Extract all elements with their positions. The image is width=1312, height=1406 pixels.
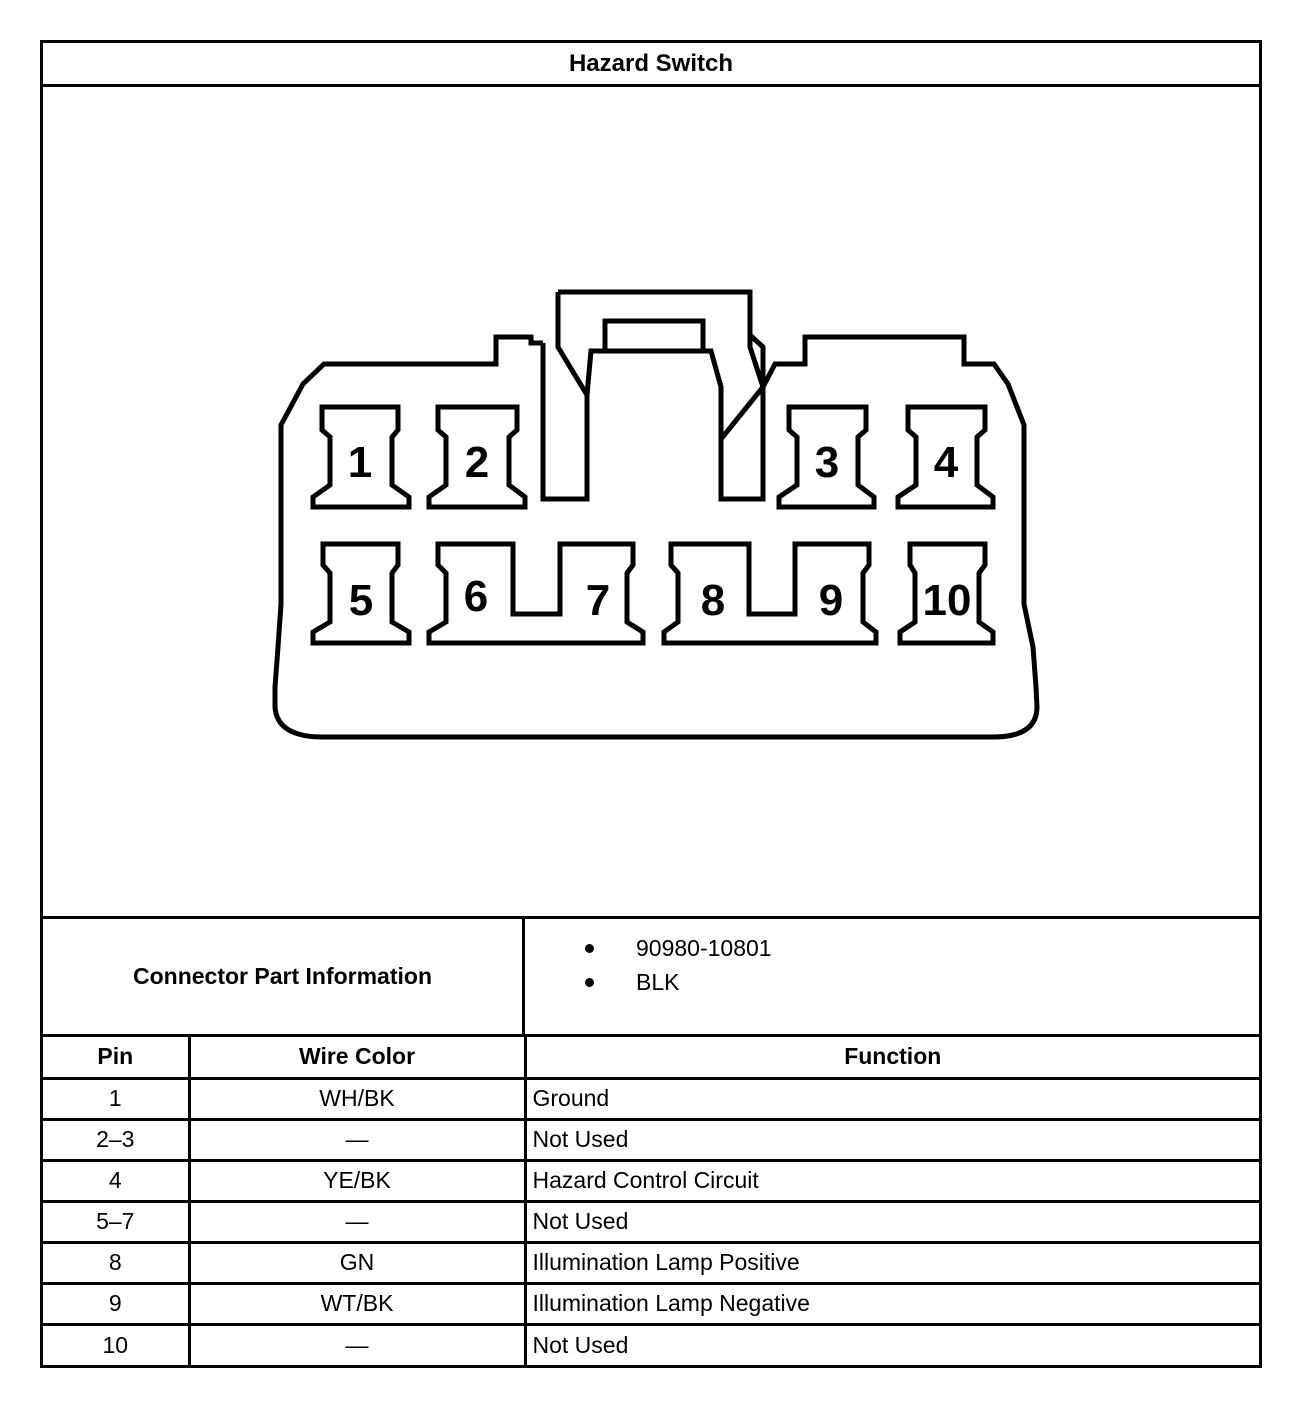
pin-cell: 5–7: [43, 1201, 189, 1242]
connector-part-info: [43, 919, 1259, 1037]
pin-label-8: 8: [700, 576, 726, 625]
connector-sheet: [40, 40, 1262, 1368]
latch-window: [605, 321, 703, 351]
function-cell: Ground: [525, 1078, 1259, 1119]
table-row: [43, 1160, 1259, 1201]
connector-diagram: [43, 87, 1259, 919]
header-function: Function: [525, 1037, 1259, 1078]
pin-cell: 1: [43, 1078, 189, 1119]
function-cell: Illumination Lamp Negative: [525, 1283, 1259, 1324]
pin-cell: 2–3: [43, 1119, 189, 1160]
wire-color-cell: WH/BK: [189, 1078, 525, 1119]
function-cell: Hazard Control Circuit: [525, 1160, 1259, 1201]
pin-label-6: 6: [463, 572, 489, 621]
pinout-table: [43, 1037, 1259, 1365]
wire-color-cell: WT/BK: [189, 1283, 525, 1324]
cavity-6-7: [429, 544, 643, 643]
function-cell: Illumination Lamp Positive: [525, 1242, 1259, 1283]
connector-color: BLK: [636, 968, 680, 995]
pin-label-4: 4: [933, 438, 959, 487]
table-row: [43, 1324, 1259, 1365]
wire-color-cell: —: [189, 1324, 525, 1365]
table-row: [43, 1201, 1259, 1242]
table-row: [43, 1119, 1259, 1160]
cavity-8-9: [664, 544, 876, 643]
pin-label-7: 7: [585, 576, 611, 625]
bullet-icon: [585, 978, 594, 987]
wire-color-cell: —: [189, 1201, 525, 1242]
part-info-item: [525, 931, 1259, 965]
part-info-label: Connector Part Information: [43, 919, 525, 1034]
table-row: [43, 1242, 1259, 1283]
part-info-list: [525, 919, 1259, 1046]
table-header-row: [43, 1037, 1259, 1078]
wire-color-cell: GN: [189, 1242, 525, 1283]
part-number: 90980-10801: [636, 934, 772, 961]
table-row: [43, 1283, 1259, 1324]
pin-label-10: 10: [922, 576, 972, 625]
pin-cell: 8: [43, 1242, 189, 1283]
pin-label-5: 5: [348, 576, 374, 625]
pin-cell: 10: [43, 1324, 189, 1365]
pin-label-9: 9: [818, 576, 844, 625]
wire-color-cell: —: [189, 1119, 525, 1160]
pin-cell: 9: [43, 1283, 189, 1324]
function-cell: Not Used: [525, 1201, 1259, 1242]
bullet-icon: [585, 944, 594, 953]
pin-label-3: 3: [814, 438, 840, 487]
function-cell: Not Used: [525, 1119, 1259, 1160]
table-row: [43, 1078, 1259, 1119]
sheet-title: Hazard Switch: [43, 43, 1259, 87]
part-info-item: [525, 965, 1259, 999]
wire-color-cell: YE/BK: [189, 1160, 525, 1201]
header-wire-color: Wire Color: [189, 1037, 525, 1078]
header-pin: Pin: [43, 1037, 189, 1078]
pin-label-1: 1: [347, 438, 373, 487]
pin-label-2: 2: [464, 438, 490, 487]
function-cell: Not Used: [532, 1331, 629, 1358]
pin-cell: 4: [43, 1160, 189, 1201]
connector-outline: [275, 337, 1037, 737]
connector-face-drawing: [43, 87, 1259, 916]
